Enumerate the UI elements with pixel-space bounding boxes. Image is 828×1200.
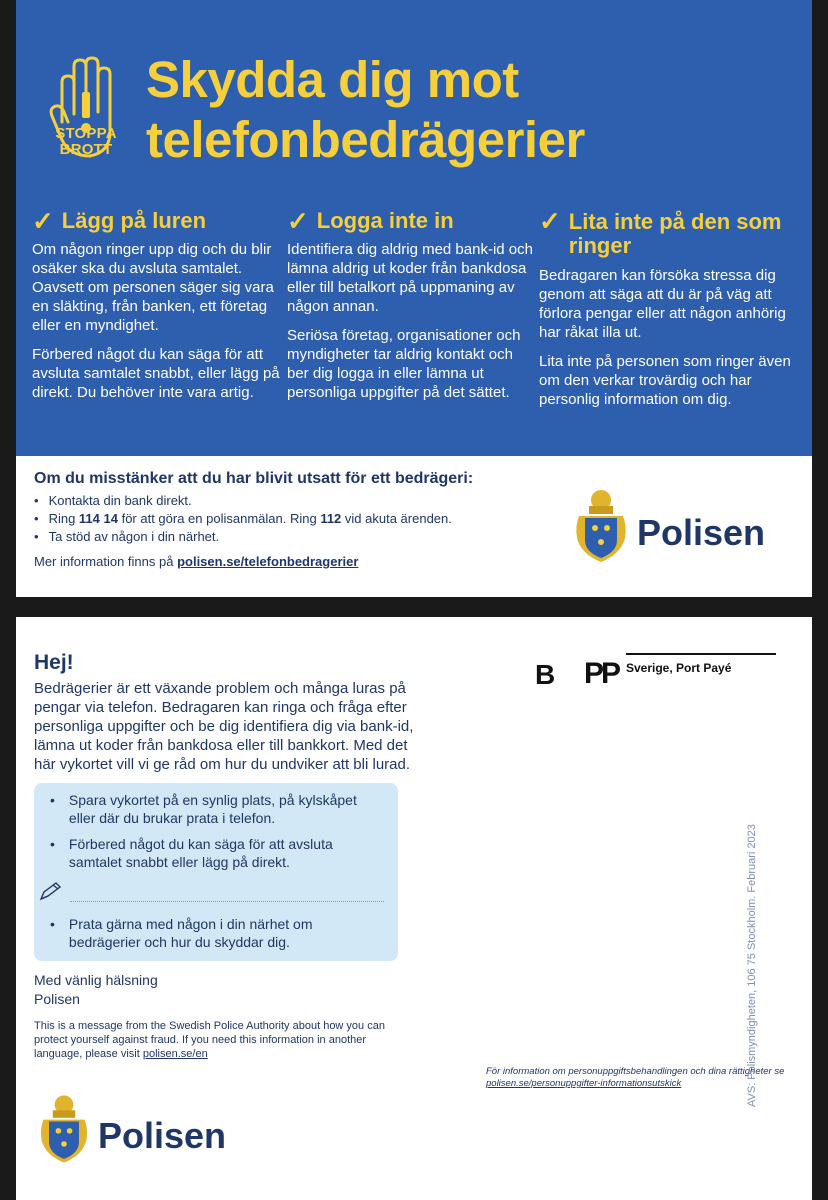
column-title: Logga inte in xyxy=(316,208,454,233)
check-icon: ✓ xyxy=(539,206,561,236)
advice-column-dont-trust-caller xyxy=(539,206,809,419)
polisen-logo xyxy=(36,1091,276,1171)
sender-address: AVS: Polismyndigheten, 106 75 Stockholm. Februari 2023 xyxy=(746,824,758,1107)
police-crest-icon xyxy=(571,486,631,566)
postcard-back xyxy=(16,617,812,1200)
english-link[interactable]: polisen.se/en xyxy=(142,1048,208,1060)
list-item: • Kontakta din bank direkt. xyxy=(34,492,452,510)
list-item: • Spara vykortet på en synlig plats, på kylskåpet eller där du brukar prata i telefon. xyxy=(50,792,357,826)
postage-class: B xyxy=(535,659,556,690)
police-crest-icon xyxy=(36,1091,92,1167)
tips-box xyxy=(34,783,398,961)
more-info-link[interactable]: polisen.se/telefonbedragerier xyxy=(177,554,359,569)
more-info: Mer information finns på polisen.se/telefonbedragerier xyxy=(34,554,359,569)
headline: Skydda dig mot telefonbedrägerier xyxy=(146,51,585,168)
column-paragraph: Om någon ringer upp dig och du blir osäker ska du avsluta samtalet. Oavsett om personen säger sig vara en släkting, från banken, ett företag eller en myndighet. xyxy=(32,241,274,334)
suspect-section xyxy=(16,456,812,597)
hero-panel xyxy=(16,0,812,456)
check-icon: ✓ xyxy=(32,206,54,236)
list-item: • Ta stöd av någon i din närhet. xyxy=(34,528,452,546)
brand-wordmark: Polisen xyxy=(637,512,766,553)
suspect-heading: Om du misstänker att du har blivit utsatt för ett bedrägeri: xyxy=(34,470,474,487)
column-paragraph: Lita inte på personen som ringer även om den verkar trovärdig och har personlig information om dig. xyxy=(539,353,791,408)
column-paragraph: Seriösa företag, organisationer och myndigheter tar aldrig kontakt och ber dig logga in eller lämna ut personliga uppgifter på det sättet. xyxy=(287,327,521,401)
list-item: • Förbered något du kan säga för att avsluta samtalet snabbt eller lägg på direkt. xyxy=(50,836,333,870)
port-paye-text: Sverige, Port Payé xyxy=(626,661,732,675)
check-icon: ✓ xyxy=(287,206,309,236)
list-item: • Ring 114 14 för att göra en polisanmälan. Ring 112 vid akuta ärenden. xyxy=(34,510,452,528)
port-paye-mark: PP xyxy=(584,657,619,690)
list-item: • Prata gärna med någon i din närhet om bedrägerier och hur du skyddar dig. xyxy=(50,916,313,950)
intro-paragraph: Bedrägerier är ett växande problem och många luras på pengar via telefon. Bedragaren kan ringa och fråga efter personliga uppgifter och be dig identifiera dig via bank-id, lämna ut koder från bankdosa eller till bankkort. Med det här vykortet vill vi ge råd om hur du undviker att bli lurad. xyxy=(34,680,414,773)
column-paragraph: Identifiera dig aldrig med bank-id och lämna aldrig ut koder från bankdosa eller till betalkort på uppmaning av någon annan. xyxy=(287,241,533,315)
postcard-front xyxy=(16,0,812,597)
english-notice: This is a message from the Swedish Police Authority about how you can protect yourself against fraud. If you need this information in another language, please visit polisen.se/en xyxy=(34,1020,385,1060)
privacy-link[interactable]: polisen.se/personuppgifter-informationsutskick xyxy=(486,1078,682,1089)
column-paragraph: Förbered något du kan säga för att avsluta samtalet snabbt, eller lägg på direkt. Du behöver inte vara artig. xyxy=(32,346,280,401)
sign-off: Med vänlig hälsning Polisen xyxy=(34,972,158,1007)
greeting: Hej! xyxy=(34,651,74,674)
column-title: Lägg på luren xyxy=(61,208,207,233)
advice-column-dont-log-in xyxy=(287,206,537,412)
pencil-icon xyxy=(38,881,64,903)
privacy-notice: För information om personuppgiftsbehandlingen och dina rättigheter se polisen.se/personuppgifter-informationsutskick xyxy=(486,1066,785,1089)
advice-column-hang-up xyxy=(32,206,282,412)
note-line xyxy=(50,879,384,909)
suspect-list xyxy=(34,492,452,546)
stoppa-brott-logo-text: STOPPA BROTT xyxy=(55,125,117,158)
brand-wordmark: Polisen xyxy=(98,1115,227,1156)
column-title: Lita inte på den som ringer xyxy=(568,209,782,258)
column-paragraph: Bedragaren kan försöka stressa dig genom att säga att du är på väg att förlora pengar eller att någon anhörig har råkat illa ut. xyxy=(539,267,786,341)
polisen-logo xyxy=(571,486,801,566)
